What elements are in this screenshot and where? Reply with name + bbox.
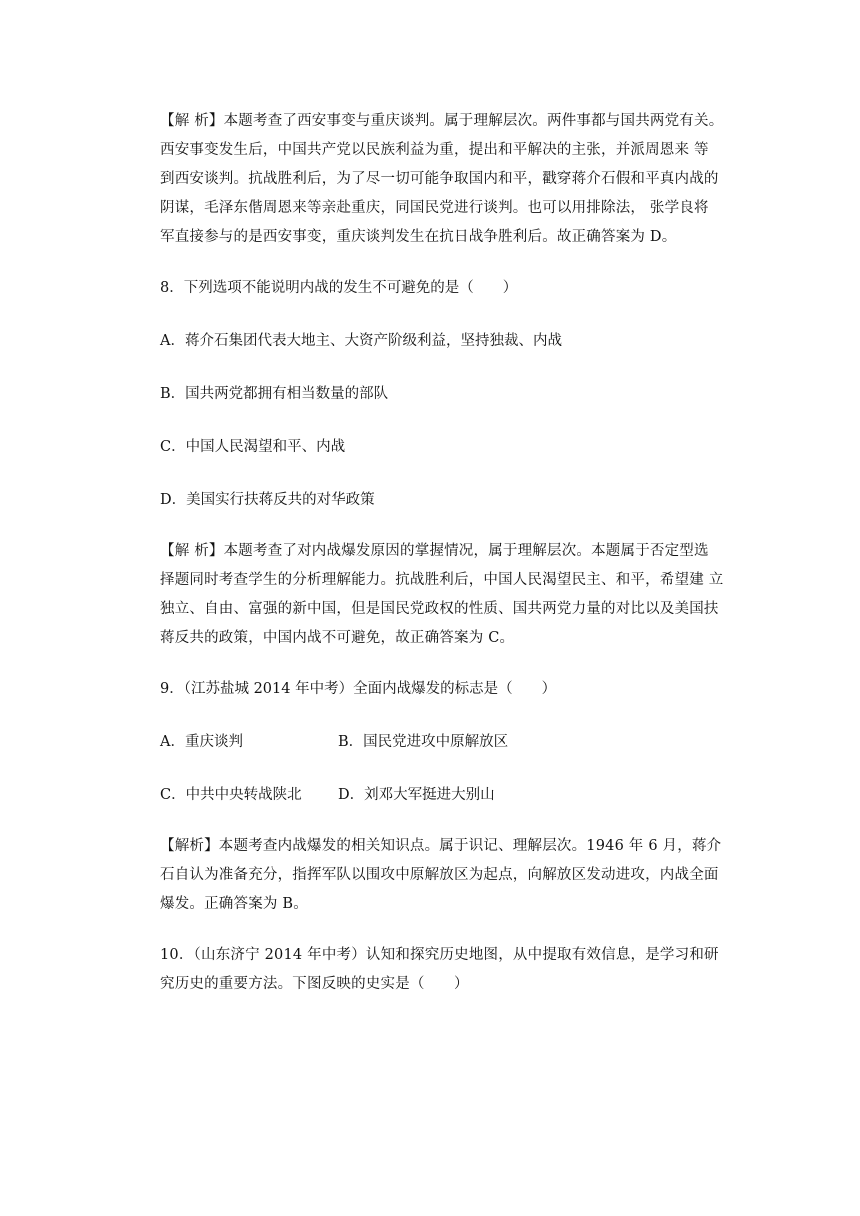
spacer (160, 757, 740, 781)
question-8-option-c: C．中国人民渴望和平、内战 (160, 439, 346, 455)
spacer (160, 303, 740, 327)
question-9-option-a: A．重庆谈判 (160, 734, 243, 750)
analysis-q7-line: 阴谋，毛泽东偕周恩来等亲赴重庆，同国民党进行谈判。也可以用排除法， 张学良将 (160, 200, 709, 216)
analysis-q7-line: 军直接参与的是西安事变，重庆谈判发生在抗日战争胜利后。故正确答案为 D。 (160, 229, 677, 245)
analysis-q8-line: 【解 析】本题考查了对内战爆发原因的掌握情况，属于理解层次。本题属于否定型选 (160, 543, 709, 559)
question-10-line: 究历史的重要方法。下图反映的史实是（ ） (160, 976, 469, 992)
spacer (160, 919, 740, 941)
question-8-stem: 8．下列选项不能说明内战的发生不可避免的是（ ） (160, 280, 518, 296)
document-body (160, 107, 740, 999)
spacer (160, 356, 740, 380)
spacer (160, 515, 740, 537)
analysis-q8-line: 蒋反共的政策，中国内战不可避免，故正确答案为 C。 (160, 630, 515, 646)
question-10-line: 10．（山东济宁 2014 年中考）认知和探究历史地图，从中提取有效信息，是学习和研 (160, 947, 719, 963)
analysis-q8-line: 独立、自由、富强的新中国，但是国民党政权的性质、国共两党力量的对比以及美国扶 (160, 601, 719, 617)
analysis-q7 (160, 107, 740, 252)
analysis-q9-line: 石自认为准备充分，指挥军队以围攻中原解放区为起点，向解放区发动进攻，内战全面 (160, 867, 719, 883)
analysis-q7-line: 西安事变发生后，中国共产党以民族利益为重，提出和平解决的主张，并派周恩来 等 (160, 142, 709, 158)
analysis-q9 (160, 832, 740, 919)
question-8-option-a: A．蒋介石集团代表大地主、大资产阶级利益，坚持独裁、内战 (160, 333, 562, 349)
analysis-q8-line: 择题同时考查学生的分析理解能力。抗战胜利后，中国人民渴望民主、和平，希望建 立 (160, 572, 724, 588)
question-8-option-b: B．国共两党都拥有相当数量的部队 (160, 386, 389, 402)
question-9-option-d: D．刘邓大军挺进大别山 (338, 787, 495, 803)
question-9-option-c: C．中共中央转战陕北 (160, 787, 302, 803)
question-9-stem: 9．（江苏盐城 2014 年中考）全面内战爆发的标志是（ ） (160, 681, 557, 697)
spacer (160, 704, 740, 728)
spacer (160, 462, 740, 486)
question-8-option-d: D．美国实行扶蒋反共的对华政策 (160, 492, 375, 508)
analysis-q9-line: 爆发。正确答案为 B。 (160, 896, 308, 912)
spacer (160, 810, 740, 832)
analysis-q9-line: 【解析】本题考查内战爆发的相关知识点。属于识记、理解层次。1946 年 6 月，蒋介 (160, 838, 722, 854)
question-9-options-row-1 (160, 728, 740, 757)
analysis-q8 (160, 537, 740, 653)
spacer (160, 653, 740, 675)
question-9-option-b: B．国民党进攻中原解放区 (338, 734, 509, 750)
spacer (160, 409, 740, 433)
spacer (160, 252, 740, 274)
question-10-stem (160, 941, 740, 999)
analysis-q7-line: 到西安谈判。抗战胜利后，为了尽一切可能争取国内和平，戳穿蒋介石假和平真内战的 (160, 171, 719, 187)
analysis-q7-line: 【解 析】本题考查了西安事变与重庆谈判。属于理解层次。两件事都与国共两党有关。 (160, 113, 724, 129)
question-9-options-row-2 (160, 781, 740, 810)
